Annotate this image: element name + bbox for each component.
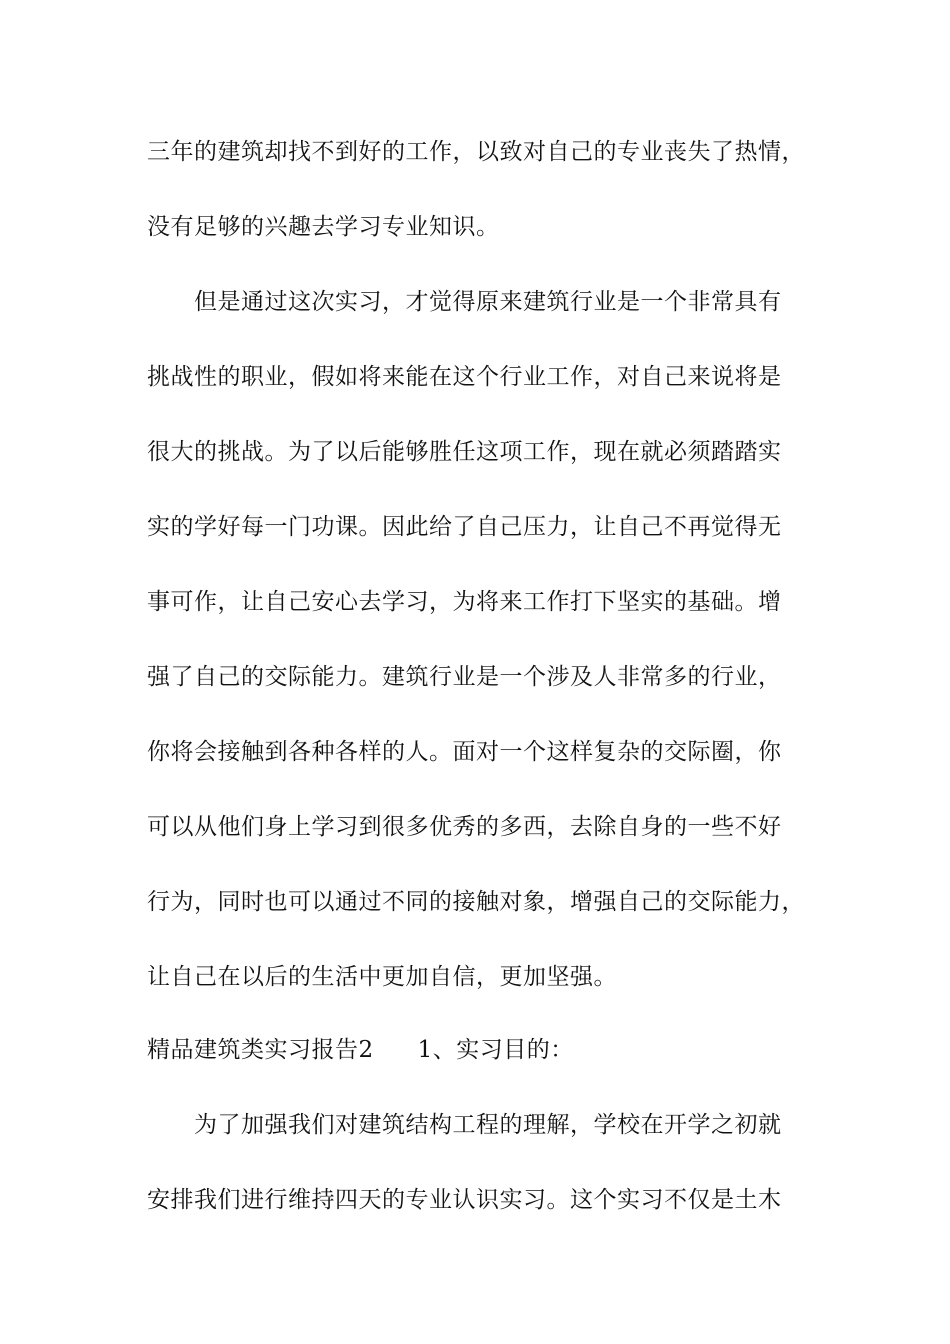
paragraph-line: 行为，同时也可以通过不同的接触对象，增强自己的交际能力， (147, 889, 805, 915)
paragraph-line: 强了自己的交际能力。建筑行业是一个涉及人非常多的行业， (147, 664, 782, 690)
paragraph-line: 为了加强我们对建筑结构工程的理解，学校在开学之初就 (194, 1112, 782, 1138)
paragraph-line: 实的学好每一门功课。因此给了自己压力，让自己不再觉得无 (147, 514, 782, 540)
paragraph-line: 很大的挑战。为了以后能够胜任这项工作，现在就必须踏踏实 (147, 439, 782, 465)
paragraph-line: 安排我们进行维持四天的专业认识实习。这个实习不仅是土木 (147, 1187, 782, 1213)
paragraph-line: 你将会接触到各种各样的人。面对一个这样复杂的交际圈，你 (147, 739, 782, 765)
section-heading (147, 1035, 574, 1065)
paragraph-line: 可以从他们身上学习到很多优秀的多西，去除自身的一些不好 (147, 814, 782, 840)
paragraph-line: 没有足够的兴趣去学习专业知识。 (147, 214, 500, 240)
paragraph-line: 三年的建筑却找不到好的工作，以致对自己的专业丧失了热情， (147, 139, 805, 165)
paragraph-line: 让自己在以后的生活中更加自信，更加坚强。 (147, 964, 617, 990)
section-heading-title: 精品建筑类实习报告2 (147, 1037, 374, 1063)
paragraph-line: 挑战性的职业，假如将来能在这个行业工作，对自己来说将是 (147, 364, 782, 390)
paragraph-line: 事可作，让自己安心去学习，为将来工作打下坚实的基础。增 (147, 589, 782, 615)
section-heading-subtitle: 1、实习目的： (417, 1037, 574, 1063)
paragraph-line: 但是通过这次实习，才觉得原来建筑行业是一个非常具有 (194, 289, 782, 315)
